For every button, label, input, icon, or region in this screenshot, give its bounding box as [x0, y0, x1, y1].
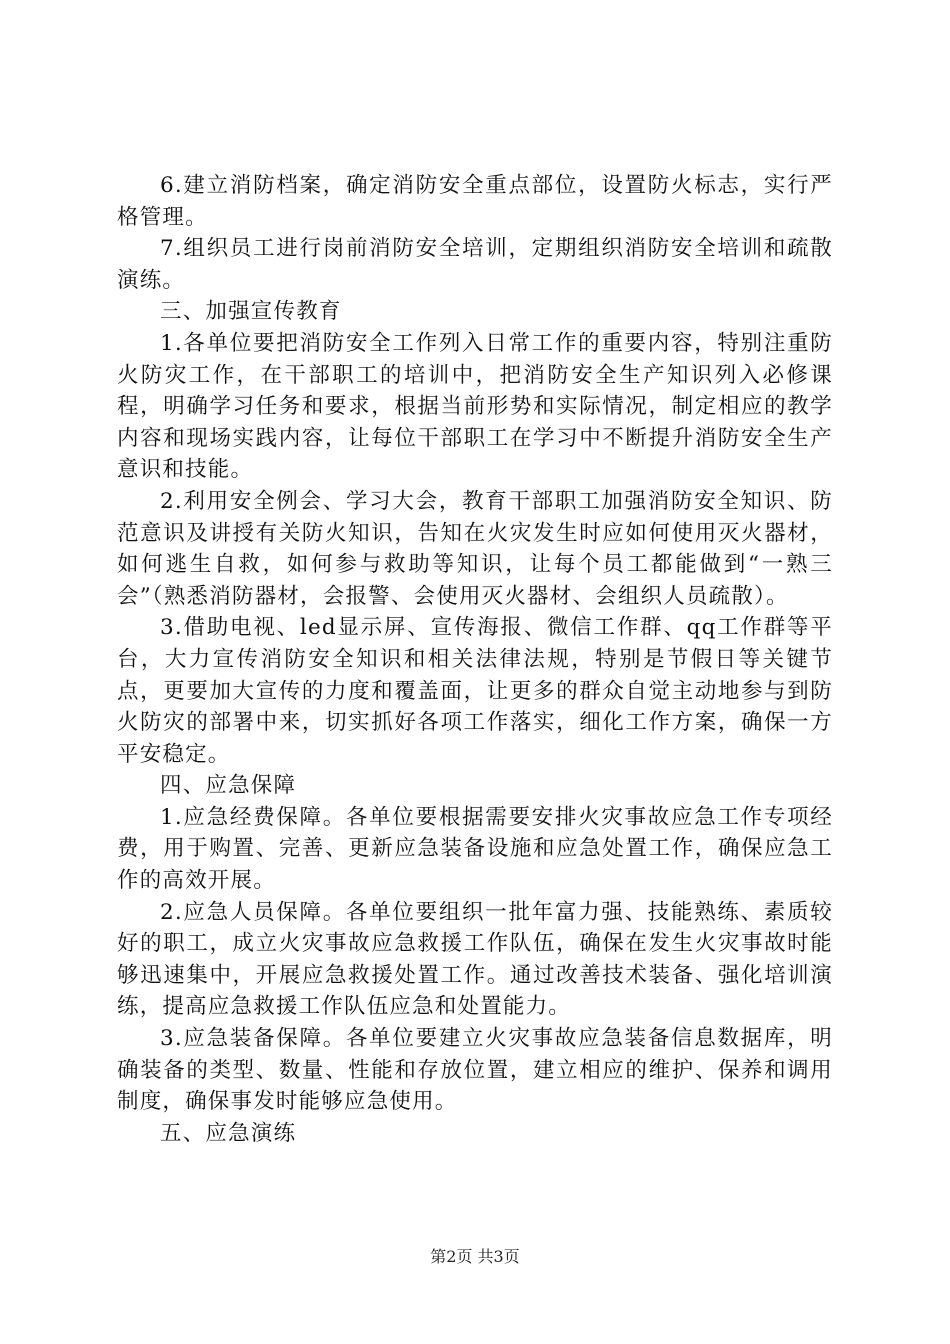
paragraph-section3-item-3: 3.借助电视、led显示屏、宣传海报、微信工作群、qq工作群等平台，大力宣传消防安全知识和相关法律法规，特别是节假日等关键节点，更要加大宣传的力度和覆盖面，让更多的群众自觉主动地参与到防火防灾的部署中来，切实抓好各项工作落实，细化工作方案，确保一方平安稳定。 — [117, 615, 833, 767]
section-heading-5: 五、应急演练 — [160, 1120, 297, 1146]
paragraph-section3-item-2: 2.利用安全例会、学习大会，教育干部职工加强消防安全知识、防范意识及讲授有关防火知识，告知在火灾发生时应如何使用灭火器材，如何逃生自救，如何参与救助等知识，让每个员工都能做到“一熟三会”（熟悉消防器材，会报警、会使用灭火器材、会组织人员疏散）。 — [117, 488, 833, 609]
paragraph-section4-item-3: 3.应急装备保障。各单位要建立火灾事故应急装备信息数据库，明确装备的类型、数量、性能和存放位置，建立相应的维护、保养和调用制度，确保事发时能够应急使用。 — [117, 1026, 833, 1115]
paragraph-item-7: 7.组织员工进行岗前消防安全培训，定期组织消防安全培训和疏散演练。 — [117, 236, 833, 293]
section-heading-3: 三、加强宣传教育 — [160, 299, 342, 325]
paragraph-section4-item-2: 2.应急人员保障。各单位要组织一批年富力强、技能熟练、素质较好的职工，成立火灾事故应急救援工作队伍，确保在发生火灾事故时能够迅速集中，开展应急救援处置工作。通过改善技术装备、强化培训演练，提高应急救援工作队伍应急和处置能力。 — [117, 899, 833, 1020]
paragraph-section3-item-1: 1.各单位要把消防安全工作列入日常工作的重要内容，特别注重防火防灾工作，在干部职工的培训中，把消防安全生产知识列入必修课程，明确学习任务和要求，根据当前形势和实际情况，制定相应的教学内容和现场实践内容，让每位干部职工在学习中不断提升消防安全生产意识和技能。 — [117, 330, 833, 483]
paragraph-item-6: 6.建立消防档案，确定消防安全重点部位，设置防火标志，实行严格管理。 — [117, 173, 833, 230]
section-heading-4: 四、应急保障 — [160, 773, 297, 799]
document-body — [117, 170, 833, 1149]
paragraph-section4-item-1: 1.应急经费保障。各单位要根据需要安排火灾事故应急工作专项经费，用于购置、完善、更新应急装备设施和应急处置工作，确保应急工作的高效开展。 — [117, 804, 833, 894]
page-number-footer: 第2页 共3页 — [430, 1247, 520, 1266]
